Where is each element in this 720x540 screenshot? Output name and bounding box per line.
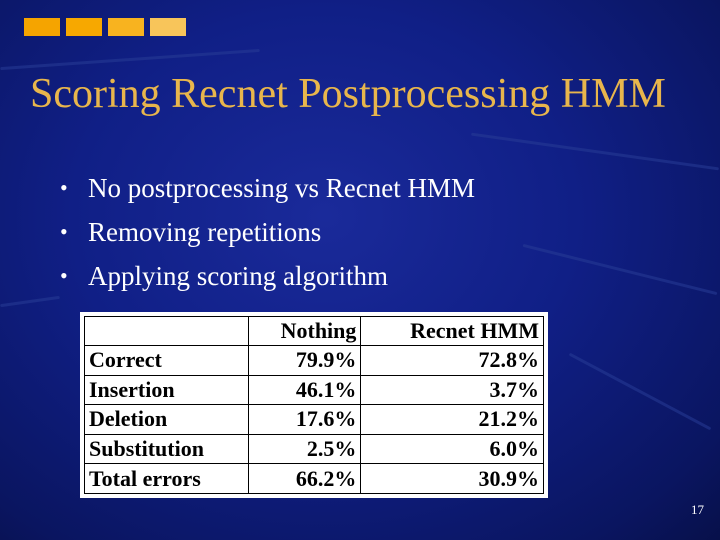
row-label: Correct [85,346,249,376]
table-header-cell [85,317,249,346]
nothing-value: 17.6% [249,405,361,435]
bullet-text: No postprocessing vs Recnet HMM [88,173,475,203]
table-row [85,346,544,376]
recnet-value: 30.9% [361,464,544,494]
recnet-value: 72.8% [361,346,544,376]
bullet-dot-icon: • [60,263,68,288]
accent-square [66,18,102,36]
table-header-cell: Recnet HMM [361,317,544,346]
table-row [85,405,544,435]
page-number: 17 [691,502,704,517]
row-label: Total errors [85,464,249,494]
background-streak [523,244,718,295]
row-label: Deletion [85,405,249,435]
bullet-list [60,166,475,298]
background-streak [0,296,60,307]
table-header-row [85,317,544,346]
nothing-value: 2.5% [249,434,361,464]
background-streak [471,133,719,171]
results-table [80,312,548,498]
recnet-value: 6.0% [361,434,544,464]
table-row [85,434,544,464]
accent-square [24,18,60,36]
nothing-value: 79.9% [249,346,361,376]
table-row [85,464,544,494]
slide-title: Scoring Recnet Postprocessing HMM [30,71,666,117]
nothing-value: 66.2% [249,464,361,494]
row-label: Substitution [85,434,249,464]
bullet-item [60,254,475,298]
background-streak [569,353,712,431]
row-label: Insertion [85,375,249,405]
table-header-cell: Nothing [249,317,361,346]
nothing-value: 46.1% [249,375,361,405]
bullet-item [60,166,475,210]
recnet-value: 21.2% [361,405,544,435]
accent-square [108,18,144,36]
bullet-item [60,210,475,254]
accent-square [150,18,186,36]
bullet-text: Applying scoring algorithm [88,261,388,291]
background-streak [0,49,260,70]
recnet-value: 3.7% [361,375,544,405]
bullet-dot-icon: • [60,175,68,200]
bullet-text: Removing repetitions [88,217,322,247]
bullet-dot-icon: • [60,219,68,244]
table-row [85,375,544,405]
